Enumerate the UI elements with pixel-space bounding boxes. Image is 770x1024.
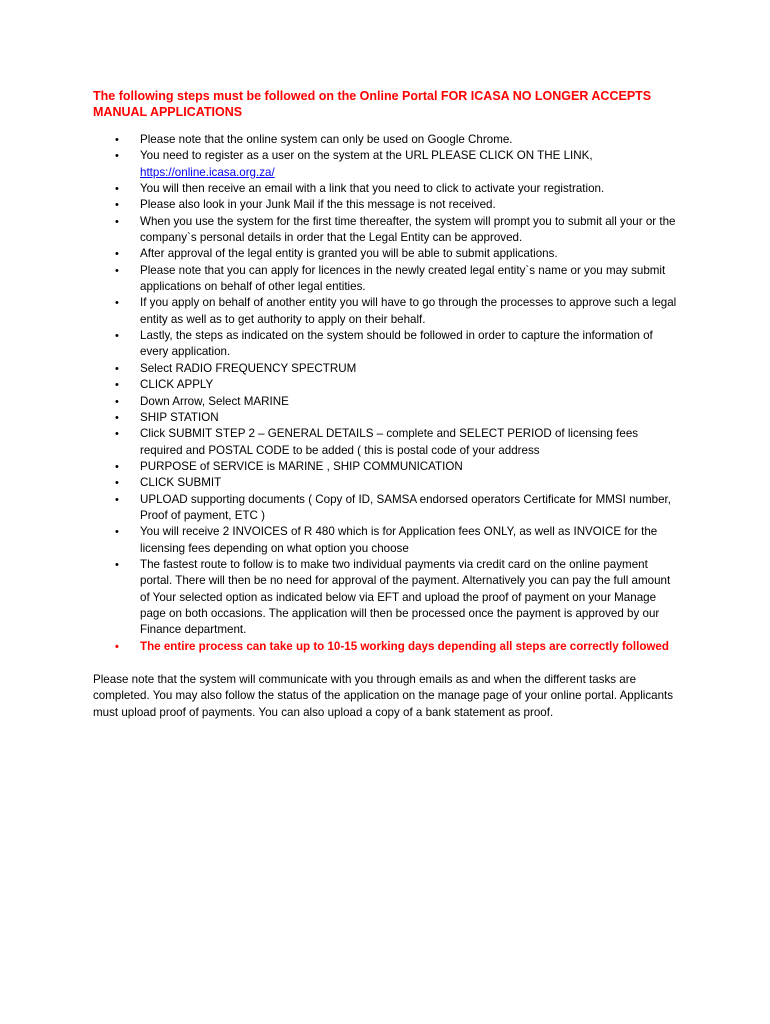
step-text: The entire process can take up to 10-15 working days depending all steps are correctly followed xyxy=(140,639,669,653)
list-item xyxy=(93,410,683,426)
bullet-icon: • xyxy=(115,362,119,375)
step-text: If you apply on behalf of another entity you will have to go through the processes to approve such a legal entity as well as to get authority to apply on their behalf. xyxy=(140,296,677,326)
list-item xyxy=(93,377,683,393)
list-item xyxy=(93,361,683,377)
step-text: Please note that the online system can only be used on Google Chrome. xyxy=(140,133,513,146)
list-item xyxy=(93,197,683,213)
step-text: SHIP STATION xyxy=(140,410,219,424)
list-item xyxy=(93,459,683,475)
step-text: Lastly, the steps as indicated on the system should be followed in order to capture the information of every application. xyxy=(140,329,653,359)
step-text: The fastest route to follow is to make two individual payments via credit card on the online payment portal. There will then be no need for approval of the payment. Alternatively you can pay the full amount of Your selected option as indicated below via EFT and upload the proof of payment on your Manage page on both occasions. The application will then be processed once the payment is approved by our Finance department. xyxy=(140,557,671,637)
list-item xyxy=(93,295,683,328)
list-item xyxy=(93,263,683,296)
list-item xyxy=(93,181,683,197)
bullet-icon: • xyxy=(115,526,119,539)
bullet-icon: • xyxy=(115,395,119,408)
bullet-icon: • xyxy=(115,215,119,228)
bullet-icon: • xyxy=(115,150,119,163)
list-item xyxy=(93,394,683,410)
step-text: CLICK SUBMIT xyxy=(140,476,222,490)
bullet-icon: • xyxy=(115,428,119,441)
step-text: PURPOSE of SERVICE is MARINE , SHIP COMMUNICATION xyxy=(140,459,463,473)
list-item xyxy=(93,492,683,525)
icasa-portal-link[interactable]: https://online.icasa.org.za/ xyxy=(140,165,275,179)
list-item xyxy=(93,246,683,262)
step-text: UPLOAD supporting documents ( Copy of ID, SAMSA endorsed operators Certificate for MMSI number, Proof of payment, ETC ) xyxy=(140,492,671,522)
step-text: You will then receive an email with a link that you need to click to activate your registration. xyxy=(140,182,605,196)
bullet-icon: • xyxy=(115,134,119,146)
bullet-icon: • xyxy=(115,264,119,277)
closing-paragraph: Please note that the system will communicate with you through emails as and when the different tasks are completed. You may also follow the status of the application on the manage page of your online portal. Applicants must upload proof of payments. You can also upload a copy of a bank statement as proof. xyxy=(93,673,674,719)
list-item xyxy=(93,524,683,557)
bullet-icon: • xyxy=(115,460,119,473)
list-item xyxy=(93,328,683,361)
list-item xyxy=(93,426,683,459)
bullet-icon: • xyxy=(115,640,119,653)
step-text: You need to register as a user on the system at the URL PLEASE CLICK ON THE LINK, xyxy=(140,149,593,163)
bullet-icon: • xyxy=(115,330,119,343)
steps-list xyxy=(93,132,683,655)
step-text: CLICK APPLY xyxy=(140,378,214,392)
step-text: When you use the system for the first time thereafter, the system will prompt you to submit all your or the company`s personal details in order that the Legal Entity can be approved. xyxy=(140,214,676,245)
bullet-icon: • xyxy=(115,558,119,571)
step-text: Select RADIO FREQUENCY SPECTRUM xyxy=(140,361,357,375)
step-text: After approval of the legal entity is granted you will be able to submit applications. xyxy=(140,247,558,261)
step-text: Down Arrow, Select MARINE xyxy=(140,394,289,408)
bullet-icon: • xyxy=(115,183,119,196)
step-text: You will receive 2 INVOICES of R 480 which is for Application fees ONLY, as well as INVOICE for the licensing fees depending on what option you choose xyxy=(140,525,658,555)
bullet-icon: • xyxy=(115,297,119,310)
step-text: Please also look in your Junk Mail if the this message is not received. xyxy=(140,198,496,212)
document-heading: The following steps must be followed on the Online Portal FOR ICASA NO LONGER ACCEPTS MANUAL APPLICATIONS xyxy=(93,89,652,119)
list-item xyxy=(93,132,683,148)
bullet-icon: • xyxy=(115,477,119,490)
bullet-icon: • xyxy=(115,199,119,212)
list-item xyxy=(93,475,683,491)
bullet-icon: • xyxy=(115,248,119,261)
bullet-icon: • xyxy=(115,493,119,506)
list-item xyxy=(93,148,683,181)
bullet-icon: • xyxy=(115,411,119,424)
list-item xyxy=(93,557,683,639)
bullet-icon: • xyxy=(115,379,119,392)
step-text: Click SUBMIT STEP 2 – GENERAL DETAILS – complete and SELECT PERIOD of licensing fees required and POSTAL CODE to be added ( this is postal code of your address xyxy=(140,427,639,457)
list-item xyxy=(93,214,683,247)
document-page xyxy=(93,88,683,721)
list-item-highlight xyxy=(93,639,683,655)
step-text: Please note that you can apply for licences in the newly created legal entity`s name or you may submit applications on behalf of other legal entities. xyxy=(140,263,666,294)
